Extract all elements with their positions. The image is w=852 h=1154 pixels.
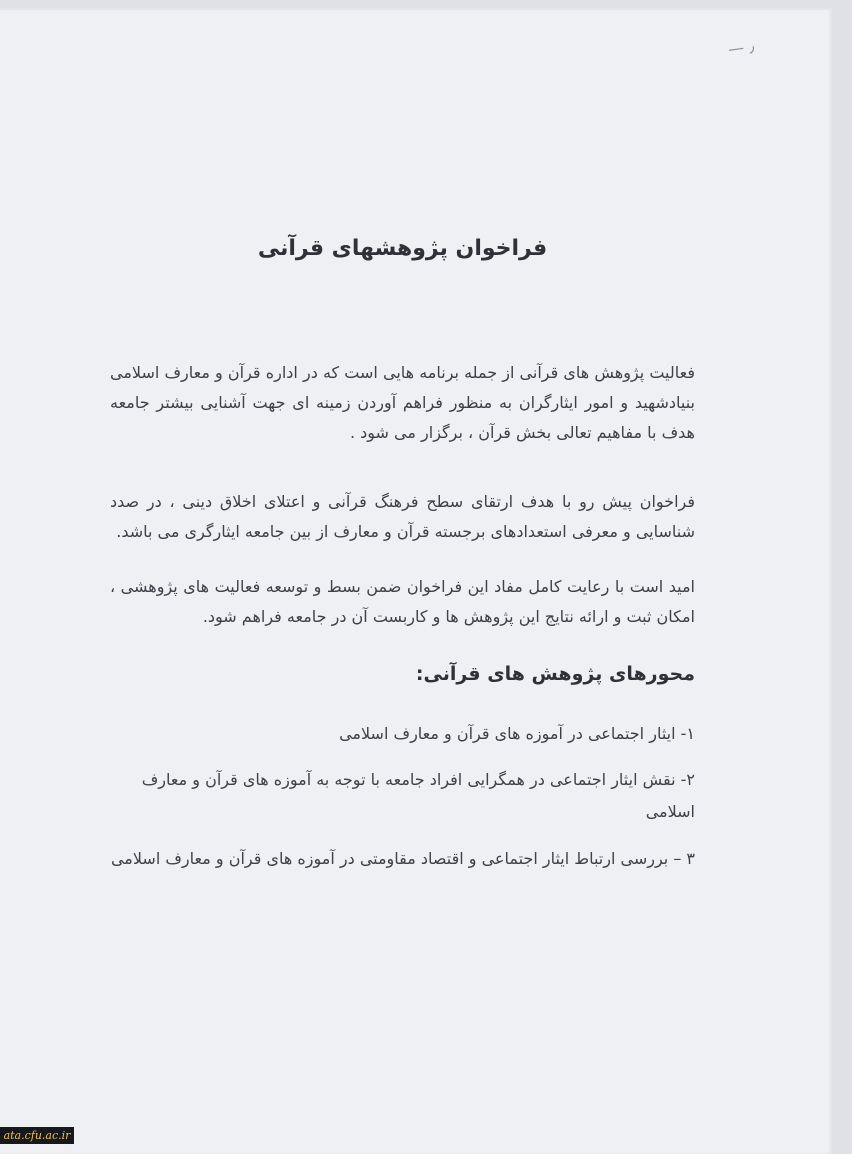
axis-item-3: ۳ – بررسی ارتباط ایثار اجتماعی و اقتصاد مقاومتی در آموزه های قرآن و معارف اسلامی (110, 849, 695, 868)
axes-heading: محورهای پژوهش های قرآنی: (415, 663, 695, 685)
axis-item-2: ۲- نقش ایثار اجتماعی در همگرایی افراد جامعه با توجه به آموزه های قرآن و معارف اسلامی (141, 770, 695, 821)
hope-paragraph: امید است با رعایت کامل مفاد این فراخوان ضمن بسط و توسعه فعالیت های پژوهشی ، امکان ثبت و ارائه نتایج این پژوهش ها و کاربست آن در جامعه فراهم شود. (110, 577, 695, 626)
site-watermark: ata.cfu.ac.ir (0, 1127, 74, 1144)
intro-paragraph: فعالیت پژوهش های قرآنی از جمله برنامه هایی است که در اداره قرآن و معارف اسلامی بنیادشهید و امور ایثارگران به منظور فراهم آوردن زمینه ای جهت آشنایی بیشتر جامعه هدف با مفاهیم تعالی بخش قرآن ، برگزار می شود . (110, 363, 695, 442)
handwritten-mark: — ٫ (726, 36, 756, 59)
page-edge (0, 8, 832, 10)
document-title: فراخوان پژوهشهای قرآنی (257, 236, 548, 261)
purpose-paragraph: فراخوان پیش رو با هدف ارتقای سطح فرهنگ قرآنی و اعتلای اخلاق دینی ، در صدد شناسایی و معرفی استعدادهای برجسته قرآن و معارف از بین جامعه ایثارگری می باشد. (110, 492, 695, 541)
document-page (0, 8, 832, 1154)
axis-item-1: ۱- ایثار اجتماعی در آموزه های قرآن و معارف اسلامی (339, 724, 695, 743)
